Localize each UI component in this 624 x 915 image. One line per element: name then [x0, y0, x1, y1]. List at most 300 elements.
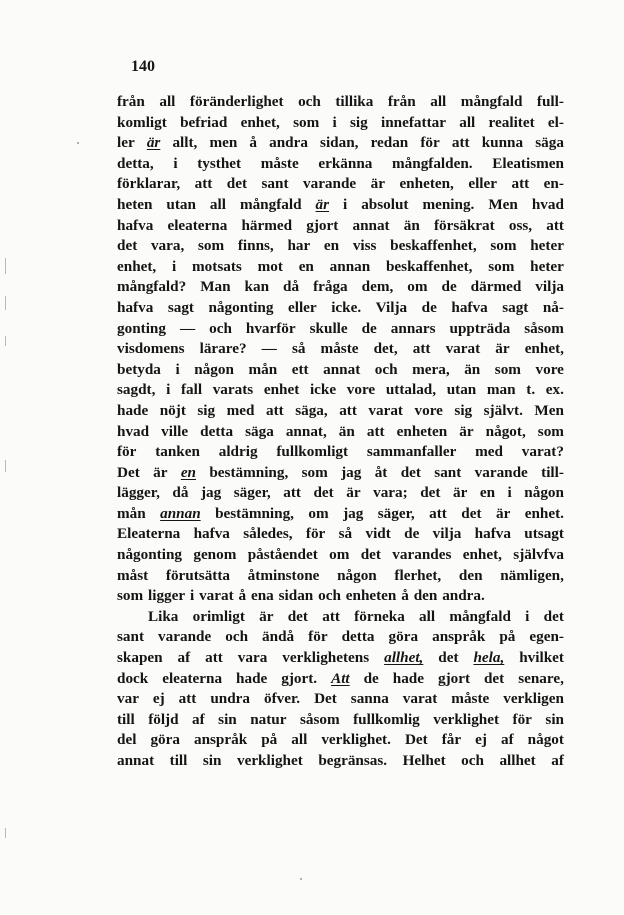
word: en- — [543, 175, 564, 193]
word: i — [332, 113, 337, 131]
word: vidt — [365, 525, 391, 543]
word: full- — [536, 93, 564, 110]
word: något, — [485, 422, 526, 440]
word: att — [451, 134, 470, 152]
word: icke. — [331, 298, 362, 316]
word: självfva — [513, 546, 564, 564]
word: att — [194, 175, 213, 193]
word: anspråk — [193, 731, 248, 749]
word: det — [438, 649, 459, 667]
text-line — [117, 422, 564, 443]
word: Vilja — [375, 298, 408, 316]
word: är — [459, 422, 474, 440]
word: det — [287, 607, 308, 625]
word: aldrig — [218, 443, 258, 461]
word: jag — [341, 463, 362, 481]
word: sin — [218, 710, 237, 728]
word: sig — [197, 401, 216, 419]
word: åtminstone — [247, 566, 320, 584]
word: i — [525, 607, 530, 625]
word: de — [361, 319, 377, 337]
word: att — [205, 649, 223, 667]
word: således, — [243, 525, 293, 543]
text-line — [117, 710, 564, 731]
word: hvad — [531, 195, 564, 213]
word: enhet, — [462, 546, 502, 564]
word: med — [226, 401, 255, 419]
word: utan — [446, 381, 477, 399]
word: föränderlighet — [189, 93, 284, 110]
word: af — [551, 752, 564, 769]
word: säga, — [295, 401, 328, 419]
word: att — [339, 401, 357, 419]
word: är — [315, 195, 330, 213]
text-line — [117, 586, 564, 607]
word: hade — [392, 669, 424, 687]
word: å — [249, 134, 257, 152]
word: de — [421, 298, 437, 316]
word: eller — [288, 298, 317, 316]
word: någonting — [208, 298, 274, 316]
word: får — [441, 731, 462, 749]
word: enheten, — [399, 175, 454, 193]
word: komligt — [117, 113, 167, 131]
word: hvad — [117, 422, 150, 440]
word: och — [298, 93, 321, 110]
word: göra — [388, 628, 419, 646]
word: varat? — [521, 443, 564, 461]
word: det — [117, 237, 138, 255]
word: förneka — [354, 607, 405, 625]
word: uttalad, — [385, 381, 437, 399]
word: ler — [117, 134, 135, 152]
text-line — [117, 463, 564, 484]
word: som — [537, 422, 564, 440]
word: som — [301, 463, 328, 481]
word: vara, — [150, 237, 185, 255]
word: självt. — [483, 401, 523, 419]
word: det — [400, 463, 421, 481]
word: ligger — [148, 587, 186, 605]
margin-mark — [5, 258, 6, 274]
word: icke — [309, 381, 337, 399]
word: verkligen — [503, 690, 564, 708]
word: varat — [402, 690, 438, 708]
word: det — [461, 504, 482, 522]
word: t. — [526, 381, 536, 399]
word: mångfald — [449, 607, 511, 625]
word: någon — [194, 360, 234, 378]
word: det — [313, 484, 334, 502]
word: sant — [261, 175, 289, 193]
word: flerhet, — [394, 566, 442, 584]
word: någonting — [117, 546, 182, 564]
word: måste — [320, 340, 359, 358]
word: på — [499, 628, 516, 646]
word: verklighet. — [321, 731, 391, 749]
word: redan — [370, 134, 409, 152]
margin-mark — [5, 296, 6, 310]
word: vilja — [432, 525, 462, 543]
word: och — [374, 360, 398, 378]
word: anspråk — [432, 628, 486, 646]
word: Det — [117, 463, 140, 481]
word: ändå — [262, 628, 295, 646]
word: enhet, — [524, 340, 564, 358]
word: mångfald? — [117, 278, 187, 296]
word: Det — [404, 731, 428, 749]
word: Lika — [148, 607, 179, 625]
word: orimligt — [192, 607, 245, 625]
word: annan — [160, 504, 201, 522]
word: dem, — [361, 278, 394, 296]
word: skapen — [117, 649, 163, 667]
word: mot — [257, 257, 283, 275]
body-text — [117, 92, 564, 772]
word: verklighet — [433, 710, 500, 728]
word: el- — [547, 113, 564, 131]
word: varandes — [392, 546, 452, 564]
word: utan — [166, 195, 196, 213]
word: att — [429, 504, 447, 522]
text-line — [117, 627, 564, 648]
word: sidan — [278, 587, 314, 605]
word: varat — [368, 401, 403, 419]
word: vara; — [373, 484, 408, 502]
word: nämligen, — [500, 566, 564, 584]
word: att — [283, 484, 301, 502]
word: oss, — [508, 216, 533, 234]
word: hade — [236, 669, 268, 687]
word: andra — [269, 134, 308, 152]
word: för — [420, 134, 440, 152]
word: detta — [200, 422, 234, 440]
word: är — [495, 340, 510, 358]
word: all — [430, 93, 447, 110]
word: så — [338, 525, 353, 543]
word: tysthet — [197, 154, 242, 172]
page-number: 140 — [131, 58, 155, 75]
word: åt — [374, 463, 388, 481]
text-line — [117, 339, 564, 360]
word: säga — [245, 422, 274, 440]
word: enhet — [263, 381, 300, 399]
word: bestämning, — [215, 504, 294, 522]
word: fullkomlig — [353, 710, 420, 728]
word: en — [298, 257, 314, 275]
word: heter — [530, 257, 564, 275]
word: kan — [244, 278, 270, 296]
word: men — [209, 134, 238, 152]
word: enhet. — [524, 504, 564, 522]
word: hvarför — [245, 319, 296, 337]
word: att — [546, 216, 564, 234]
word: är — [153, 463, 168, 481]
word: verklighetens — [282, 649, 370, 667]
word: genom — [193, 546, 237, 564]
word: fråga — [313, 278, 348, 296]
word: någon — [524, 484, 564, 502]
word: att — [322, 607, 340, 625]
word: följd — [148, 710, 179, 728]
word: Eleaterna — [117, 525, 181, 543]
word: som — [197, 237, 225, 255]
word: att — [178, 690, 197, 708]
word: är — [452, 484, 468, 502]
text-line — [117, 154, 564, 175]
word: absolut — [361, 195, 409, 213]
word: dock — [117, 669, 149, 687]
word: ej — [475, 731, 487, 749]
word: mångfald — [239, 195, 302, 213]
word: all — [291, 731, 308, 749]
word: all — [459, 113, 476, 131]
word: Att — [331, 669, 350, 687]
text-line — [117, 133, 564, 154]
word: sidan, — [320, 134, 359, 152]
word: förutsätta — [165, 566, 230, 584]
word: viss — [352, 237, 377, 255]
word: all — [419, 607, 436, 625]
word: i — [507, 484, 512, 502]
word: mån — [117, 504, 146, 522]
word: sagt — [167, 298, 194, 316]
word: för — [512, 710, 532, 728]
word: enhet, — [240, 113, 280, 131]
word: varat — [445, 340, 481, 358]
word: sin — [202, 752, 222, 769]
word: beskaffenhet, — [390, 237, 477, 255]
word: undra — [210, 690, 251, 708]
word: måste — [451, 690, 490, 708]
word: gjort — [437, 669, 471, 687]
word: från — [117, 93, 145, 110]
word: det — [543, 607, 564, 625]
word: något — [527, 731, 564, 749]
word: sig — [454, 401, 473, 419]
word: allhet, — [384, 649, 424, 667]
word: det — [483, 669, 505, 687]
word: sig — [350, 113, 368, 131]
word: detta, — [117, 154, 154, 172]
text-line — [117, 504, 564, 525]
word: kunna — [481, 134, 524, 152]
text-line — [117, 669, 564, 690]
word: allhet — [499, 752, 536, 769]
word: annat — [117, 752, 155, 769]
word: tanken — [155, 443, 200, 461]
word: nå- — [542, 298, 564, 316]
word: annan — [329, 257, 371, 275]
word: som — [293, 113, 320, 131]
text-line — [117, 360, 564, 381]
word: annat — [352, 216, 390, 234]
word: i — [343, 195, 348, 213]
word: hafva — [474, 525, 511, 543]
text-line — [117, 566, 564, 587]
text-line — [117, 648, 564, 669]
text-line — [117, 216, 564, 237]
word: jag — [200, 484, 222, 502]
word: visdomens — [117, 340, 185, 358]
word: att — [412, 340, 431, 358]
text-line — [117, 380, 564, 401]
word: Det — [314, 690, 337, 708]
text-line — [117, 277, 564, 298]
word: andra. — [442, 587, 485, 605]
word: all — [209, 195, 226, 213]
word: då — [172, 484, 189, 502]
word: om — [308, 504, 329, 522]
word: säger, — [233, 484, 271, 502]
word: en — [479, 484, 496, 502]
word: är — [146, 134, 161, 152]
word: sagt — [502, 298, 529, 316]
word: sant — [117, 628, 145, 646]
word: såsom — [299, 710, 340, 728]
word: varande — [158, 628, 212, 646]
word: sant — [434, 463, 462, 481]
word: att — [511, 175, 530, 193]
word: att — [265, 401, 284, 419]
ink-dot — [77, 142, 79, 144]
word: innefattar — [381, 113, 446, 131]
word: begränsas. — [318, 752, 388, 769]
word: — — [179, 319, 196, 337]
word: för — [117, 443, 137, 461]
word: och — [318, 587, 341, 605]
text-line — [117, 401, 564, 422]
word: i — [172, 257, 177, 275]
word: är — [259, 607, 274, 625]
word: å — [238, 587, 247, 605]
text-line — [117, 524, 564, 545]
word: än — [403, 216, 420, 234]
word: detta — [341, 628, 375, 646]
word: de — [404, 525, 420, 543]
word: hafva — [451, 298, 488, 316]
word: den — [413, 587, 438, 605]
word: en — [323, 237, 340, 255]
text-line — [117, 730, 564, 751]
text-line — [117, 319, 564, 340]
word: mera, — [412, 360, 450, 378]
word: det — [360, 546, 381, 564]
text-line — [117, 257, 564, 278]
word: heter — [530, 237, 564, 255]
word: med — [475, 443, 503, 461]
word: varats — [212, 381, 254, 399]
word: eleaterna — [167, 216, 228, 234]
word: hvilket — [519, 649, 564, 667]
text-line — [117, 751, 564, 772]
word: sagdt, — [117, 381, 156, 399]
word: egen- — [529, 628, 564, 646]
word: göra — [150, 731, 180, 749]
word: för — [305, 525, 326, 543]
word: allt, — [172, 134, 198, 152]
word: de — [441, 278, 457, 296]
word: hafva — [117, 298, 154, 316]
text-line — [117, 442, 564, 463]
word: natur — [250, 710, 287, 728]
word: jag — [343, 504, 364, 522]
word: som — [117, 587, 144, 605]
word: fall — [180, 381, 203, 399]
word: säga — [535, 134, 564, 152]
word: de — [363, 669, 379, 687]
word: Men — [488, 195, 518, 213]
word: lägger, — [117, 484, 160, 502]
word: realitet — [488, 113, 535, 131]
word: man — [486, 381, 516, 399]
ink-dot — [300, 878, 302, 880]
word: eller — [468, 175, 497, 193]
word: om — [329, 546, 350, 564]
word: i — [189, 587, 195, 605]
word: varande — [303, 175, 357, 193]
word: och — [461, 752, 484, 769]
word: gjort — [306, 216, 339, 234]
word: skulle — [309, 319, 348, 337]
word: af — [500, 731, 514, 749]
word: betyda — [117, 360, 161, 378]
word: mångfalden. — [392, 154, 473, 172]
word: som — [488, 257, 515, 275]
text-line — [117, 236, 564, 257]
word: ena — [250, 587, 274, 605]
word: mening. — [422, 195, 475, 213]
text-line — [117, 113, 564, 134]
word: då — [283, 278, 300, 296]
word: till — [169, 752, 188, 769]
word: verklighet — [236, 752, 303, 769]
word: finns, — [237, 237, 274, 255]
margin-mark — [5, 828, 6, 838]
word: enheten — [396, 422, 448, 440]
word: försäkrat — [433, 216, 495, 234]
word: senare, — [518, 669, 564, 687]
word: vore — [346, 381, 376, 399]
word: som — [494, 360, 521, 378]
text-line — [117, 174, 564, 195]
word: Men — [534, 401, 564, 419]
word: beskaffenhet, — [385, 257, 473, 275]
word: Eleatismen — [492, 154, 564, 172]
word: ej — [152, 690, 165, 708]
word: mån — [248, 360, 278, 378]
word: sin — [545, 710, 564, 728]
word: var — [117, 690, 139, 708]
word: en — [180, 463, 196, 481]
word: vara — [237, 649, 268, 667]
word: heten — [117, 195, 153, 213]
word: af — [192, 710, 205, 728]
word: ett — [291, 360, 309, 378]
word: lärare? — [199, 340, 247, 358]
word: i — [175, 360, 180, 378]
word: till — [117, 710, 135, 728]
word: af — [177, 649, 191, 667]
word: för — [308, 628, 328, 646]
word: att — [366, 422, 385, 440]
word: utsagt — [524, 525, 564, 543]
word: hafva — [193, 525, 230, 543]
word: gonting — [117, 319, 166, 337]
word: och — [209, 319, 232, 337]
word: öfver. — [263, 690, 301, 708]
word: erkänna — [318, 154, 373, 172]
